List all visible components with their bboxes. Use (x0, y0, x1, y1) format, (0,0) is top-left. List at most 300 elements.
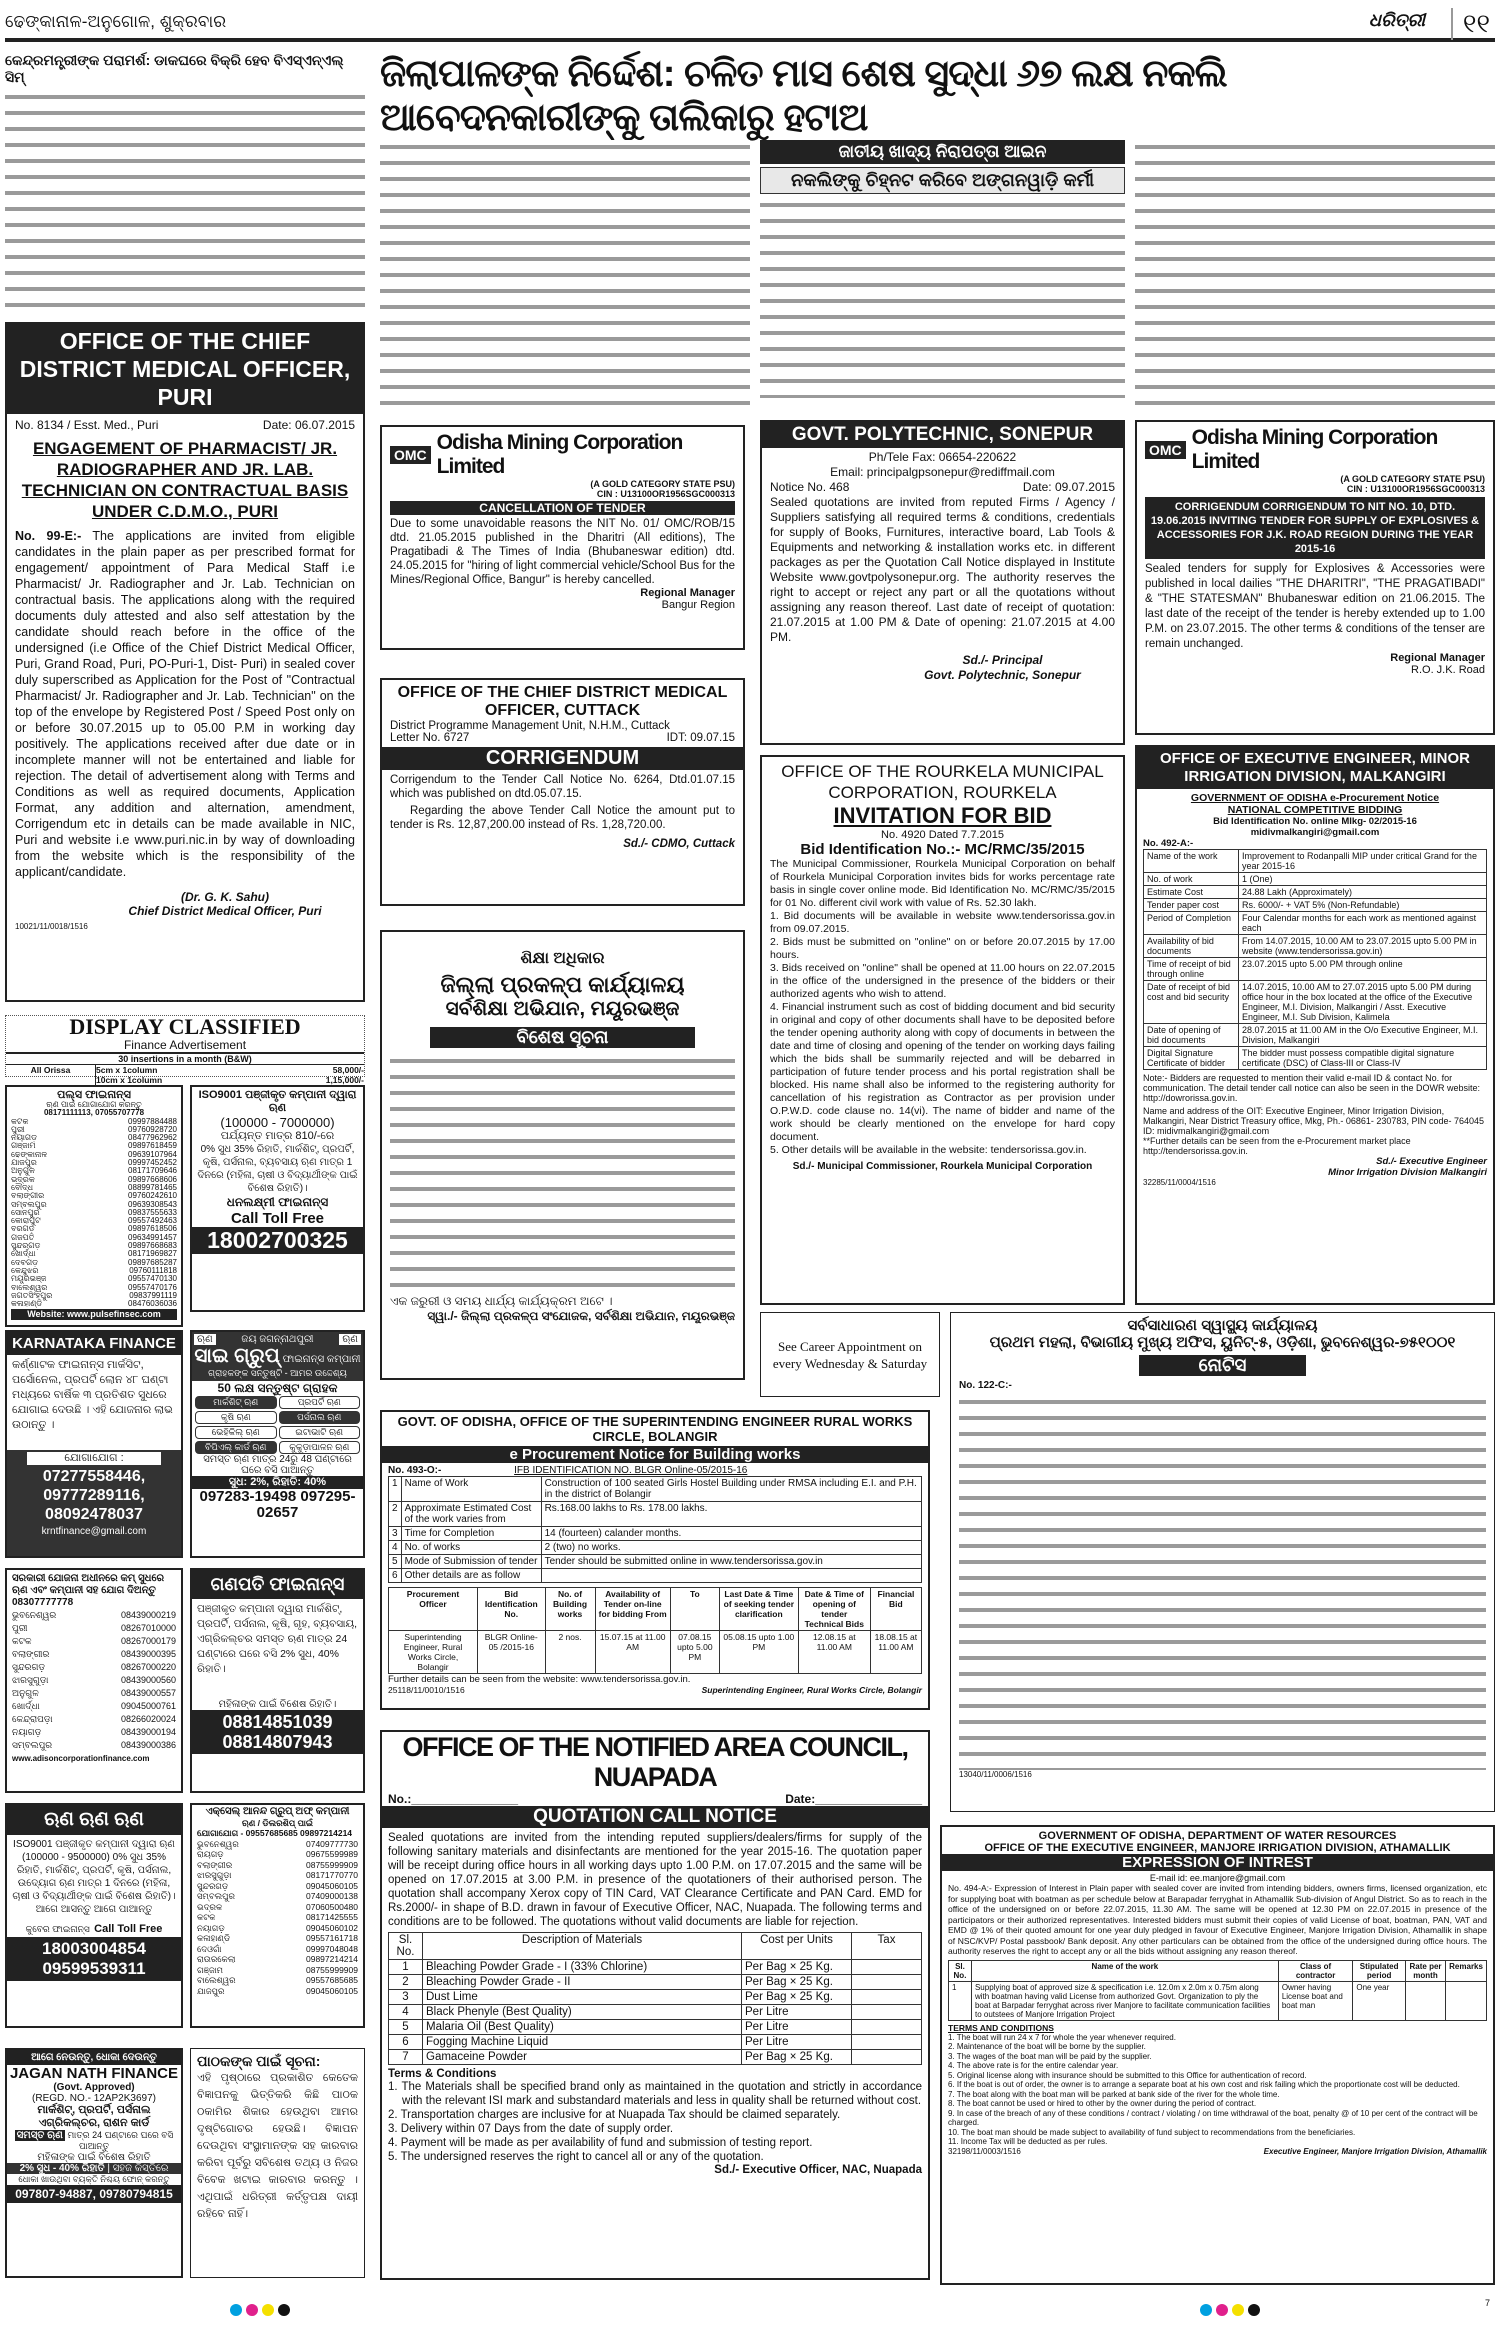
phone-number: 09897668683 (128, 1241, 177, 1251)
phone-number: 08439000386 (120, 1740, 176, 1750)
cell: 1 (949, 1981, 972, 2020)
column-header: Name of the work (971, 1960, 1278, 1981)
region: All Orissa (6, 1065, 96, 1085)
ad-code: 32285/11/0004/1516 (1143, 1178, 1216, 1187)
table-row (389, 1569, 922, 1583)
bid-id: Bid Identification No. online Mlkg- 02/2015-16 (1213, 816, 1417, 827)
list-item (12, 1739, 176, 1752)
ad-title: OFFICE OF THE ROURKELA MUNICIPAL CORPORATION, ROURKELA (781, 762, 1104, 802)
cdmo-puri-ad (5, 322, 365, 1002)
term-item: 10. The boat man should be made subject to availability of fund subject to recommendations from the beneficiaries. (948, 2127, 1356, 2137)
term-item: 4. The above rate is for the entire calendar year. (948, 2061, 1119, 2070)
district-name: ଭୁବନେଶ୍ୱର (12, 1610, 57, 1620)
phone-number: 09897618459 (128, 1141, 177, 1151)
page-number: ୧୧ (1451, 8, 1490, 40)
unit: Per Bag × 25 Kg. (742, 2050, 852, 2065)
column-header: Availability of Tender on-line for bidding From (595, 1588, 670, 1631)
letter-no: Letter No. 6727 (390, 732, 470, 744)
regd-no: (REGD. NO.- 12AP2K3697) (32, 2093, 156, 2104)
top-line: ଆଗେ ନେଉନ୍ତୁ, ଧୋକା ଦେଉନ୍ତୁ (7, 2050, 181, 2065)
no-label: No.: (388, 1792, 412, 1806)
main-headline: ଜିଲାପାଳଙ୍କ ନିର୍ଦ୍ଦେଶ: ଚଳିତ ମାସ ଶେଷ ସୁଦ୍ଧା ୬୭ ଲକ୍ଷ ନକଲି ଆବେଦନକାରୀଙ୍କୁ ତାଲିକାରୁ ହଟାଅ (380, 53, 1227, 139)
list-item (197, 1902, 358, 1913)
unit: Per Bag × 25 Kg. (742, 1960, 852, 1975)
tax (852, 2035, 922, 2050)
field-value: Tender should be submitted online in www.tendersorissa.gov.in (541, 1555, 921, 1569)
customers: 50 ଲକ୍ଷ ସନ୍ତୁଷ୍ଟ ଗ୍ରାହକ (217, 1381, 338, 1395)
notice-bar: CORRIGENDUM (382, 747, 743, 770)
list-item (197, 1839, 358, 1850)
table-row (389, 2050, 922, 2065)
district-name: ଗଞ୍ଜାମ (11, 1141, 36, 1151)
row-no: 2 (389, 1502, 402, 1527)
company: କୁବେର ଫାଇନାନ୍ସ (25, 1924, 90, 1934)
field-value: Construction of 100 seated Girls Hostel Building under RMSA including E.I. and P.H. in the district of Bolangir (541, 1477, 921, 1502)
column-header: No. of Building works (545, 1588, 595, 1631)
list-item (12, 1661, 176, 1674)
district-name: ଅନୁଗୁଳ (12, 1688, 39, 1698)
phone-number: 08267010000 (120, 1623, 176, 1633)
ad-title: ଗଣପତି ଫାଇନାନ୍ସ (192, 1570, 363, 1599)
column-header: Procurement Officer (389, 1588, 478, 1631)
list-item (197, 1881, 358, 1892)
field-value: From 14.07.2015, 10.00 AM to 23.07.2015 upto 5.00 PM in website (www.tendersorissa.gov.in) (1239, 935, 1487, 958)
loan-type-badge: ପ୍ରପର୍ଟି ଋଣ (279, 1396, 361, 1409)
sl-no: 7 (389, 2050, 423, 2065)
term-item: 1. The boat will run 24 x 7 for whole the year whenever required. (948, 2032, 1176, 2042)
list-item (11, 1300, 177, 1308)
phone-number: 09897214214 (305, 1954, 358, 1964)
phone-number: 09997884488 (128, 1116, 177, 1126)
ad-title: GOVT. OF ODISHA, OFFICE OF THE SUPERINTENDING ENGINEER RURAL WORKS CIRCLE, BOLANGIR (397, 1414, 913, 1444)
notice-bar: ନୋଟିସ (1139, 1355, 1306, 1376)
ad-title: ସାଇ ଗ୍ରୁପ୍ (194, 1345, 280, 1367)
print-registration-strip (0, 2298, 1500, 2328)
district-name: କେନ୍ଦ୍ରାପଡ଼ା (12, 1714, 53, 1724)
bid-condition: 1. Bid documents will be available in website www.tendersorissa.gov.in from 09.07.2015. (770, 910, 1115, 935)
subtitle: INVITATION FOR BID (833, 803, 1052, 828)
table-row (389, 1502, 922, 1527)
district-name: ଦେଓଗାଁ (197, 1943, 222, 1954)
notice-body (959, 1395, 1486, 1770)
ad-body: The Municipal Commissioner, Rourkela Municipal Corporation on behalf of Rourkela Municipal Corporation invites bids for works percentage rate basis in single cover online mode. Bid Identification No. MC/RMC/35/2015 for 01 No. different civil work with value of Rs. 52.30 lakh. (770, 858, 1115, 909)
field-value: 24.88 Lakh (Approximately) (1239, 886, 1487, 899)
unit: Per Litre (742, 2005, 852, 2020)
column-header: Sl. No. (949, 1960, 972, 1981)
row-no: 5 (389, 1555, 402, 1569)
folio-number: 7 (1484, 2298, 1490, 2308)
main-phones: 08171111113, 07055707778 (43, 1108, 145, 1118)
rate-price-2: 1,15,000/- (325, 1075, 364, 1085)
sub-story-body (760, 198, 1125, 398)
ad-body: Due to some unavoidable reasons the NIT No. 01/ OMC/ROB/15 dtd. 21.05.2015 published in the Dharitri (All editions), The Pragatibadi & The Times of India (Bhubaneswar edition) dtd. 24.05.2015 for "hiring of light commercial vehicle/School Bus for the Mines/Regional Office, Bangur" is hereby cancelled. (390, 518, 735, 586)
oit-address: Name and address of the OIT: Executive Engineer, Minor Irrigation Division, Malkangiri, Near District Treasury office, Mkg, Ph.- 06861- 230783, PIN code- 764045 ID: midivmalkangiri@gmail.com (1143, 1106, 1484, 1136)
unit: Per Litre (742, 2035, 852, 2050)
district-name: ଅନୁଗୁଳ (11, 1166, 35, 1176)
district-name: ନୟାଗଡ଼ (11, 1133, 38, 1143)
phone-number: 09997452452 (128, 1158, 177, 1168)
women-offer: ମହିଳାଙ୍କ ପାଇଁ ବିଶେଷ ରିହାତି। (218, 1699, 337, 1710)
district-name: ଦେବଗଡ଼ (11, 1257, 39, 1267)
women-offer: ମହିଳାଙ୍କ ପାଇଁ ବିଶେଷ ରିହାତି (37, 2152, 151, 2163)
ref-no: No. 8134 / Esst. Med., Puri (15, 418, 159, 432)
term-item: 8. The boat cannot be used or hired to other by the owner during the period of contract. (948, 2099, 1257, 2108)
edition-date: ଢେଙ୍କାନାଳ-ଅନୁଗୋଳ, ଶୁକ୍ରବାର (5, 12, 227, 31)
cdmo-cuttack-ad (380, 678, 745, 906)
material: Bleaching Powder Grade - II (423, 1975, 742, 1990)
table-row (389, 2020, 922, 2035)
row-no: 1 (389, 1477, 402, 1502)
list-item (12, 1648, 176, 1661)
table-row (389, 1477, 922, 1502)
ad-body: Sealed quotations are invited from reputed Firms / Agency / Suppliers satisfying all required terms & conditions, credentials for supply of Books, Furnitures, interactive board, Lab Tools & Equipments and networking & installation works etc. in different packages as per the Quotation Call Notice displayed in Institute Website www.govtpolysonepur.org. The authority reserves the right to accept or reject any part or all the quotations without assigning any reason thereof. Last date of receipt of quotation: 21.07.2015 at 1.00 PM & Date of opening: 21.07.2015 at 4.00 PM. (770, 495, 1115, 644)
cell: 12.08.15 at 11.00 AM (798, 1631, 870, 1674)
list-item (197, 1870, 358, 1881)
phone-number: 08267000220 (120, 1662, 176, 1672)
ifb-id: IFB IDENTIFICATION NO. BLGR Online-05/2015-16 (514, 1465, 748, 1476)
field-value: Improvement to Rodanpalli MIP under critical Grand for the year 2015-16 (1239, 850, 1487, 873)
bid-id: Bid Identification No.:- MC/RMC/35/2015 (800, 841, 1085, 858)
time-line: ସମସ୍ତ ଋଣ ମାତ୍ର 24ରୁ 48 ଘଣ୍ଟାରେ ଘରେ ବସି ପାଆନ୍ତୁ (203, 1454, 352, 1476)
district-name: କଟକ (12, 1636, 32, 1646)
bid-condition: 4. Financial instrument such as cost of bidding document and bid security in original and copy of other documents shall have to be deposited before the tender opening authority along with copy of documents in between the date and time of closing and opening of the tender on working days failing which the bids shall be summarily rejected and will be debarred in participation of future tender process and his portal registration shall be blocked. His name shall also be informed to the registering authority for cancellation of his registration as Contractor as per provision under O.P.W.D. code clause no. 14(vi). The name of bidder and name of the work should be clearly mentioned on the envelope for hard copy document. (770, 1001, 1115, 1143)
district-name: ସୁନ୍ଦରଗଡ଼ (12, 1662, 46, 1672)
table-row (1144, 958, 1487, 981)
notice-bar: CORRIGENDUM CORRIGENDUM TO NIT NO. 10, DTD. 19.06.2015 INVITING TENDER FOR SUPPLY OF EXPLOSIVES & ACCESSORIES FOR J.K. ROAD REGION DURING THE YEAR 2015-16 (1145, 497, 1485, 559)
field-label: Mode of Submission of tender (401, 1555, 541, 1569)
list-item (197, 1912, 358, 1923)
list-item (197, 1933, 358, 1944)
term-item: 11. Income Tax will be deducted as per rules. (948, 2137, 1108, 2146)
term-item: 7. The boat along with the boat man will be parked at bank side of the river for the whole time. (948, 2089, 1280, 2099)
list-item (197, 1944, 358, 1955)
loan-type-badge: ମାର୍କଶିଟ୍ ଋଣ (195, 1396, 277, 1409)
side-story-body (5, 90, 365, 315)
dept-line: GOVERNMENT OF ODISHA, DEPARTMENT OF WATER RESOURCES (1038, 1830, 1397, 1842)
classified-sub: Finance Advertisement (6, 1038, 364, 1054)
rate-size-1: 5cm x 1column (96, 1065, 158, 1075)
sign1: Regional Manager (1390, 652, 1485, 664)
polytechnic-sonepur-ad (760, 420, 1125, 745)
schedule-table (948, 1960, 1487, 2021)
ad-code: 25118/11/0010/1516 (388, 1685, 465, 1695)
field-value: 14.07.2015, 10.00 AM to 27.07.2015 upto 5.00 PM during office hour in the box located at the office of the Executive Engineer, M.I. Division, Malkangiri / Asst. Executive Engineer, M.I. Sub Division, Kalimela (1239, 981, 1487, 1024)
ad-sub: ଋଣ / ଡିଲରଶିପ୍ ପାଇଁ (242, 1817, 313, 1828)
table-row (1144, 981, 1487, 1024)
list-item (197, 1860, 358, 1871)
district-name: ବାଲେଶ୍ୱର (11, 1282, 48, 1292)
jagannath-finance-ad: ଆଗେ ନେଉନ୍ତୁ, ଧୋକା ଦେଉନ୍ତୁ JAGAN NATH FINANCE (Govt. Approved) (REGD. NO.- 12AP2K3697) ମାର୍କଶିଟ୍, ପ୍ରପର୍ଟି, ପର୍ସନାଲ ଏଗ୍ରିକଲ୍ଚର, ରାଶନ କାର୍ଡ ସମସ୍ତ ଋଣ ମାତ୍ର 24 ଘଣ୍ଟାରେ ଘରେ ବସି ପାଆନ୍ତୁ ମହିଳାଙ୍କ ପାଇଁ ବିଶେଷ ରିହାତି 2% ସୁଧ - 40% ରିହାତି | ସହଜ କିସ୍ତିରେ ଧୋକା ଖାଉଥିବା ବ୍ୟକ୍ତି ନିଶ୍ଚୟ ଫୋନ୍ କରନ୍ତୁ 097807-94887, 09780794815 (5, 2048, 183, 2278)
field-value: 23.07.2015 upto 5.00 PM through online (1239, 958, 1487, 981)
signature: Sd./- CDMO, Cuttack (623, 838, 735, 850)
list-item (12, 1687, 176, 1700)
row-no: 6 (389, 1569, 402, 1583)
field-value: Four Calendar months for each work as mentioned against each (1239, 912, 1487, 935)
ncb-line: NATIONAL COMPETITIVE BIDDING (1227, 804, 1403, 816)
notice-body (390, 1054, 735, 1294)
ad-title: OFFICE OF THE CHIEF DISTRICT MEDICAL OFFICER, PURI (7, 324, 363, 414)
further-details: **Further details can be seen from the e-Procurement market place http://tendersorissa.gov.in. (1143, 1136, 1411, 1156)
phone-number: 08439000219 (120, 1610, 176, 1620)
main-story-col1 (380, 140, 750, 410)
top-line: ଜୟ ଜଗନ୍ନାଥପୁରୀ (241, 1334, 314, 1345)
district-name: ନୟାଗଡ଼ (12, 1727, 42, 1737)
phone-number: 08171969827 (128, 1249, 177, 1259)
phone-number: 08171709646 (128, 1166, 177, 1176)
ad-head: ଏକ୍ସେଲ୍ ଆନନ୍ଦ ଗ୍ରୁପ୍ ଅଫ୍ କମ୍ପାନୀ (205, 1806, 350, 1817)
signatory-title: Chief District Medical Officer, Puri (128, 904, 322, 918)
district-name: ସୁନ୍ଦରଗଡ଼ (11, 1241, 41, 1251)
phone-number: 08171425555 (305, 1912, 358, 1922)
phone-number: 08477962962 (128, 1133, 177, 1143)
sl-no: 2 (389, 1975, 423, 1990)
term-item: 3. The wages of the boat man will be paid by the supplier. (948, 2051, 1152, 2061)
tag-right: ଋଣ (339, 1334, 361, 1345)
field-label: Approximate Estimated Cost of the work varies from (401, 1502, 541, 1527)
district-name: ଭଦ୍ରକ (197, 1901, 223, 1912)
company-name: Odisha Mining Corporation Limited (436, 431, 683, 478)
list-item (12, 1713, 176, 1726)
notice-bar: CANCELLATION OF TENDER (390, 501, 735, 515)
email: E-mail id: ee.manjore@gmail.com (1149, 1873, 1286, 1883)
ad-head: ସରକାରୀ ଯୋଜନା ଅଧୀନରେ କମ୍ ସୁଧରେ ଋଣ ଏବଂ କମ୍ପାନୀ ସହ ଯୋଗ ଦିଅନ୍ତୁ 08307777778 (12, 1573, 165, 1608)
rural-works-bolangir-ad (380, 1410, 930, 1710)
field-label: Period of Completion (1144, 912, 1239, 935)
loan-type-badge: ଭେହିକିଲ୍ ଋଣ (195, 1426, 277, 1439)
field-label: Tender paper cost (1144, 899, 1239, 912)
phone-number: 08439000557 (120, 1688, 176, 1698)
cell: 07.08.15 upto 5.00 PM (670, 1631, 719, 1674)
term-item: 5. The undersigned reserves the right to cancel all or any of the quotation. (388, 2151, 764, 2163)
district-name: ସୋନପୁର (11, 1207, 40, 1217)
district-name: ବଲାଙ୍ଗୀର (197, 1859, 233, 1870)
registration-dots-right (1200, 2304, 1260, 2316)
district-name: କେନ୍ଦୁଝର (11, 1265, 39, 1275)
notice-bar: QUOTATION CALL NOTICE (382, 1806, 928, 1828)
rate: ସୁଧ: 2%, ରିହାତି: 40% (192, 1476, 363, 1489)
district-name: ଯାଜପୁର (11, 1158, 37, 1168)
subject: ENGAGEMENT OF PHARMACIST/ JR. RADIOGRAPHER AND JR. LAB. TECHNICIAN ON CONTRACTUAL BASIS UNDER C.D.M.O., PURI (21, 439, 349, 521)
materials-table (388, 1932, 922, 2065)
company: ଫାଇନାନ୍ସ କମ୍ପାନୀ (282, 1354, 361, 1365)
signature: Executive Engineer, Manjore Irrigation Division, Athamallik (1263, 2146, 1487, 2156)
field-label: Availability of bid documents (1144, 935, 1239, 958)
phone-number: 07409000138 (305, 1891, 358, 1901)
phone-number: 09557470176 (128, 1282, 177, 1292)
terms-title: Terms & Conditions (388, 2068, 497, 2080)
phone-number: 09639107964 (128, 1149, 177, 1159)
notice-no: No. 122-C:- (959, 1380, 1012, 1391)
ad-code: 13040/11/0006/1516 (959, 1770, 1032, 1779)
ref-no: No. 4920 Dated 7.7.2015 (881, 829, 1004, 841)
omc-cancellation-ad (380, 425, 745, 650)
sl-no: 6 (389, 2035, 423, 2050)
cell: 2 nos. (545, 1631, 595, 1674)
title-3: ସର୍ବଶିକ୍ଷା ଅଭିଯାନ, ମୟୂରଭଞ୍ଜ (445, 998, 680, 1020)
office-title: ସର୍ବସାଧାରଣ ସ୍ୱାସ୍ଥ୍ୟ କାର୍ଯ୍ୟାଳୟ (1127, 1317, 1318, 1334)
ad-code: 32198/11/0003/1516 (948, 2146, 1021, 2156)
district-name: କଳାହାଣ୍ଡି (197, 1933, 231, 1943)
table-row (1144, 850, 1487, 873)
list-item (12, 1622, 176, 1635)
note: Note:- Bidders are requested to mention their valid e-mail ID & contact No. for communication. The detail tender call notice can also be seen in the DOWR website: http://dowrorissa.gov.in. (1143, 1073, 1481, 1103)
cell (1446, 1981, 1487, 2020)
field-label: Time for Completion (401, 1527, 541, 1541)
further-details: Further details can be seen from the website: www.tendersorissa.gov.in. (388, 1674, 691, 1685)
district-name: ପୁରୀ (12, 1623, 28, 1633)
insertions: 30 insertions in a month (B&W) (6, 1054, 364, 1065)
list-item (197, 1954, 358, 1965)
table-row (389, 2035, 922, 2050)
list-item (197, 1891, 358, 1902)
table-row (1144, 899, 1487, 912)
rate: 2% ସୁଧ - 40% ରିହାତି (19, 2163, 105, 2174)
ad-code: 10021/11/0018/1516 (15, 922, 88, 931)
work-table (388, 1476, 922, 1583)
tax (852, 1975, 922, 1990)
website: www.adisoncorporationfinance.com (12, 1754, 150, 1763)
website: Website: www.pulsefinsec.com (11, 1309, 177, 1320)
notice-bar: e Procurement Notice for Building works (382, 1446, 928, 1463)
column-header: Financial Bid (870, 1588, 921, 1631)
field-value: Rs. 6000/- + VAT 5% (Non-Refundable) (1239, 899, 1487, 912)
phones: 08814851039 08814807943 (192, 1710, 363, 1754)
phone-number: 09897685287 (128, 1257, 177, 1267)
phone-number: 09557492463 (128, 1216, 177, 1226)
manjore-eoi-ad (940, 1825, 1495, 2285)
office-line: OFFICE OF THE EXECUTIVE ENGINEER, MANJORE IRRIGATION DIVISION, ATHAMALLIK (984, 1842, 1451, 1854)
list-item (12, 1700, 176, 1713)
term-item: 1. The Materials shall be specified brand only as maintained in the quotation and strictly in accordance with the relevant ISI mark and substandard materials and less in quality shall be returned without cost. (388, 2081, 922, 2107)
row-no: 4 (389, 1541, 402, 1555)
material: Gamaceine Powder (423, 2050, 742, 2065)
phone: 18002700325 (192, 1227, 363, 1254)
phone-number: 09557685685 (305, 1975, 358, 1985)
title-2: ଜିଲ୍ଲା ପ୍ରକଳ୍ପ କାର୍ଯ୍ୟାଳୟ (440, 972, 685, 997)
bid-condition: 5. Other details will be available in the website: tendersorissa.gov.in. (770, 1144, 1087, 1156)
phone-number: 09557470130 (128, 1274, 177, 1284)
career-text: See Career Appointment on every Wednesday & Saturday (772, 1338, 928, 1371)
district-name: କଳାହାଣ୍ଡି (11, 1299, 43, 1309)
sl-no: 3 (389, 1990, 423, 2005)
ad-title: GOVT. POLYTECHNIC, SONEPUR (762, 422, 1123, 448)
phones: 18003004854 09599539311 (7, 1937, 181, 1981)
field-label: Estimate Cost (1144, 886, 1239, 899)
main-story-col3 (1135, 140, 1495, 410)
classified-title: DISPLAY CLASSIFIED (69, 1014, 301, 1039)
term-item: 2. Transportation charges are inclusive for at Nuapada Tax should be claimed separately. (388, 2109, 841, 2121)
public-health-notice (950, 1312, 1495, 1812)
cell: 05.08.15 upto 1.00 PM (719, 1631, 798, 1674)
district-name: ଖୋର୍ଦ୍ଧା (11, 1249, 36, 1259)
table-row (1144, 873, 1487, 886)
district-name: ଝାରସୁଗୁଡ଼ା (197, 1870, 232, 1880)
terms-title: TERMS AND CONDITIONS (948, 2022, 1054, 2033)
rate-size-2: 10cm x 1column (96, 1075, 163, 1085)
tax (852, 2050, 922, 2065)
loan-type-badge: କୁକୁଡ଼ାପାଳନ ଋଣ (279, 1441, 361, 1454)
phone-number: 09557161718 (305, 1933, 358, 1943)
district-name: ବୌଦ୍ଧ (11, 1182, 33, 1192)
para1: Corrigendum to the Tender Call Notice No. 6264, Dtd.01.07.15 which was published on dtd.05.07.15. (390, 774, 735, 800)
cell (1405, 1981, 1445, 2020)
term-item: 6. If the boat is out of order, the owner is to arrange a separate boat at his own cost and risk failing which the proportionate cost will be deducted. (948, 2080, 1460, 2089)
sai-group-finance-ad (190, 1330, 365, 1558)
reader-advisory (190, 2048, 365, 2278)
table-row (389, 1527, 922, 1541)
easy-emi: ସହଜ କିସ୍ତିରେ (112, 2163, 169, 2174)
ad-title: OFFICE OF THE NOTIFIED AREA COUNCIL, NUAPADA (402, 1732, 908, 1792)
field-value: 28.07.2015 at 11.00 AM in the O/o Executive Engineer, M.I. Division, Malkangiri (1239, 1024, 1487, 1047)
district-name: କଟକ (11, 1116, 29, 1126)
email: midivmalkangiri@gmail.com (1250, 827, 1380, 838)
phone-number: 09045060105 (305, 1985, 358, 1996)
email: Email: principalgpsonepur@rediffmail.com (830, 465, 1055, 479)
column-header: Date & Time of opening of tender Technical Bids (798, 1588, 870, 1631)
tax (852, 1990, 922, 2005)
cell: 15.07.15 at 11.00 AM (595, 1631, 670, 1674)
unit: Per Bag × 25 Kg. (742, 1975, 852, 1990)
column-header: Description of Materials (423, 1933, 742, 1960)
district-name: ସମ୍ବଲପୁର (12, 1740, 53, 1750)
table-row (389, 1960, 922, 1975)
phone-number: 09837991119 (129, 1290, 177, 1300)
sign2: Minor Irrigation Division Malkangiri (1328, 1167, 1487, 1178)
ad-title: JAGAN NATH FINANCE (9, 2065, 179, 2082)
column-header: Last Date & Time of seeking tender clarification (719, 1588, 798, 1631)
page-header (5, 8, 1495, 42)
psu-label: (A GOLD CATEGORY STATE PSU) (590, 479, 735, 489)
signature: Superintending Engineer, Rural Works Circle, Bolangir (701, 1685, 922, 1695)
field-label: Digital Signature Certificate of bidder (1144, 1047, 1239, 1070)
table-row (389, 1990, 922, 2005)
bid-condition: 2. Bids must be submitted on "online" on or before 20.07.2015 by 17.00 hours. (770, 936, 1115, 961)
tag-left: ଋଣ (194, 1334, 216, 1345)
phone-number: 08266020024 (120, 1714, 176, 1724)
field-label: Date of opening of bid documents (1144, 1024, 1239, 1047)
column-header: Bid Identification No. (478, 1588, 546, 1631)
field-value: Rs.168.00 lakhs to Rs. 178.00 lakhs. (541, 1502, 921, 1527)
advisory-body: ଏହି ପୃଷ୍ଠାରେ ପ୍ରକାଶିତ କେତେକ ବିଜ୍ଞାପନକୁ ଭିତ୍ତିକରି କିଛି ପାଠକ ଠକାମିର ଶିକାର ହେଉଥିବା ଆମର ଦୃଷ୍ଟିଗୋଚର ହେଉଛି। ବିଜ୍ଞାପନ ଦେଉଥିବା ସଂସ୍ଥାମାନଙ୍କ ସହ କାରବାର କରିବା ପୂର୍ବରୁ ସବିଶେଷ ତଥ୍ୟ ଓ ନିଜର ବିବେକ ଖଟାଇ କାରବାର କରନ୍ତୁ । ଏଥିପାଇଁ ଧରିତ୍ରୀ କର୍ତ୍ତୃପକ୍ଷ ଦାୟୀ ରହିବେ ନାହିଁ। (197, 2072, 358, 2220)
phones: 07277558446, 09777289116, 08092478037 (42, 1468, 146, 1523)
cell: One year (1353, 1981, 1406, 2020)
notice-no: No. 492-A:- (1143, 838, 1194, 849)
malkangiri-irrigation-ad (1135, 745, 1495, 1305)
ad-title: OFFICE OF THE CHIEF DISTRICT MEDICAL OFFICER, CUTTACK (397, 684, 728, 719)
ad-title: KARNATAKA FINANCE (7, 1332, 181, 1355)
table-row (389, 2005, 922, 2020)
ad-title: OFFICE OF EXECUTIVE ENGINEER, MINOR IRRIGATION DIVISION, MALKANGIRI (1137, 747, 1493, 789)
phone-number: 09897618506 (128, 1224, 177, 1234)
sub-headline: ନକଲିଙ୍କୁ ଚିହ୍ନଟ କରିବେ ଅଙ୍ଗନୱାଡ଼ି କର୍ମୀ (760, 167, 1125, 194)
field-label: Other details are as follow (401, 1569, 541, 1583)
sl-no: 1 (389, 1960, 423, 1975)
phone-number: 08171770770 (305, 1870, 358, 1880)
district-name: ବଲାଙ୍ଗୀର (11, 1191, 45, 1201)
list-item (12, 1635, 176, 1648)
ad-body: କର୍ଣ୍ଣାଟକ ଫାଇନାନ୍ସ ମାର୍କସିଟ, ପର୍ସୋନେଲ, ପ୍ରପର୍ଟି ଲୋନ ୪୮ ଘଣ୍ଟା ମଧ୍ୟରେ ବାର୍ଷିକ ୩ ପ୍ରତିଶତ ସୁଧରେ ଯୋଗାଇ ଦେଉଛି । ଏହି ଯୋଜନାର ଲାଭ ଉଠାନ୍ତୁ । (12, 1359, 173, 1431)
phones: 097807-94887, 09780794815 (7, 2185, 181, 2203)
column-header: Class of contractor (1278, 1960, 1353, 1981)
title-1: ଶିକ୍ଷା ଅଧିକାର (520, 950, 605, 967)
field-value: 1 (One) (1239, 873, 1487, 886)
omc-logo: OMC (1145, 441, 1186, 459)
registration-dots-left (230, 2304, 290, 2316)
ad-body: ISO9001 ପଞ୍ଜୀକୃତ କମ୍ପାନୀ ଦ୍ୱାରା ଋଣ (100000 - 9500000) 0% ସୁଧ 35% ରିହାତି, ମାର୍କଶିଟ୍, ପ୍ରପର୍ଟି, କୃଷି, ପର୍ସନାଲ, ଉଦ୍ୟୋଗ ଋଣ ମାତ୍ର 1 ଦିନରେ (ମହିଳା, ଚାଷୀ ଓ ବିଦ୍ୟାର୍ଥୀଙ୍କ ପାଇଁ ବିଶେଷ ରିହାତି)। ଆଗେ ଆସନ୍ତୁ ଆଗେ ପାଆନ୍ତୁ (12, 1839, 176, 1915)
line-3: ପର୍ଯ୍ୟନ୍ତ ମାତ୍ର 810/-ରେ (220, 1130, 335, 1142)
sub-kicker: ଜାତୀୟ ଖାଦ୍ୟ ନିରାପତ୍ତା ଆଇନ (760, 140, 1125, 164)
unit: District Programme Management Unit, N.H.M., Cuttack (390, 720, 670, 732)
